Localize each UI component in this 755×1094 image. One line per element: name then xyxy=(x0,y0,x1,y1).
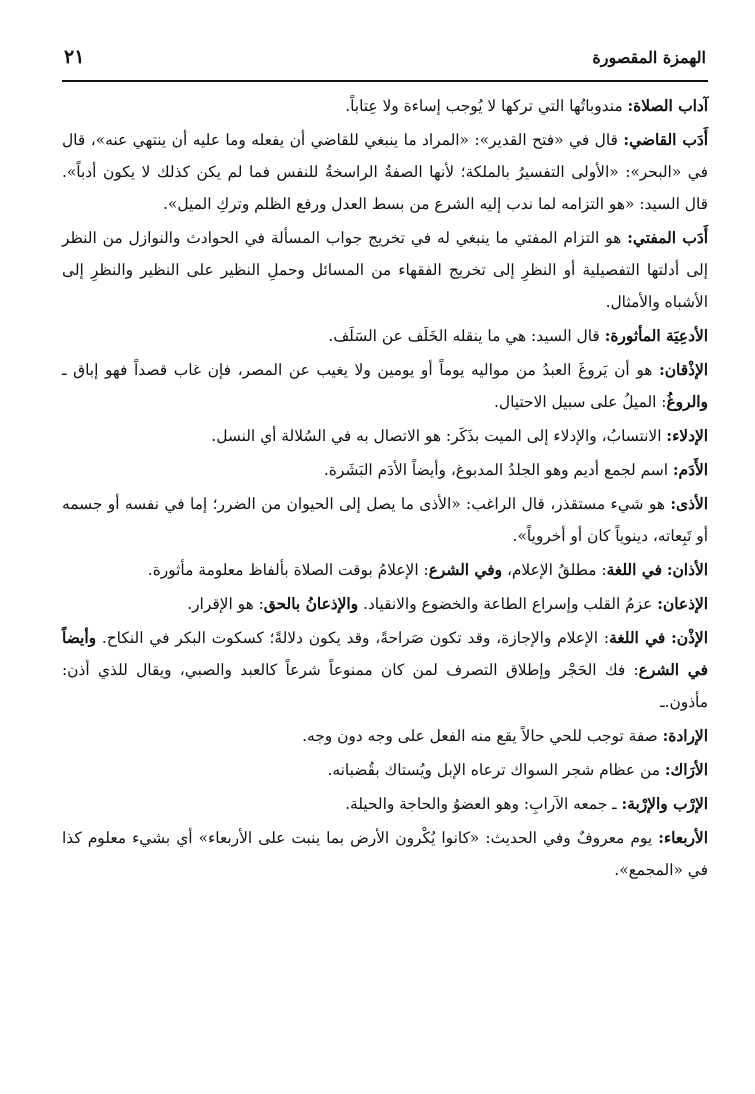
entry-term: الإذعان: xyxy=(657,595,708,613)
entry-definition: ـ جمعه الآرابِ: وهو العضوُ والحاجة والحيلة. xyxy=(345,795,622,813)
entry-term: الأرَاك: xyxy=(664,761,708,779)
glossary-entry xyxy=(62,588,708,620)
entry-term: الأربعاء: xyxy=(658,829,708,847)
entry-definition: : مطلقُ الإعلام، xyxy=(502,561,607,579)
page-number: ٢١ xyxy=(64,46,85,68)
glossary-entry xyxy=(62,788,708,820)
entry-term: الأَدَم: xyxy=(672,461,708,479)
entry-subterm: وأيضاً في الشرع xyxy=(62,629,708,679)
entry-definition: من عظام شجر السواك ترعاه الإبل ويُستاك بقُضبانه. xyxy=(327,761,665,779)
glossary-entry xyxy=(62,754,708,786)
entry-subterm: والروغُ xyxy=(666,393,708,411)
glossary-entries xyxy=(62,90,708,886)
glossary-entry xyxy=(62,320,708,352)
entry-definition: اسم لجمع أديم وهو الجلدُ المدبوغ، وأيضاً الأدَم البَشَرة. xyxy=(323,461,673,479)
entry-definition: قال في «فتح القدير»: «المراد ما ينبغي للقاضي أن يفعله وما عليه أن ينتهي عنه»، قال في «البحر»: «الأولى التفسيرُ بالملكة؛ لأنها الصفةُ الراسخةُ للنفس فما لم يكن كذلك لا يكون أدباً». قال السيد: «هو التزامه لما ندب إليه الشرع من بسط العدل ورفع الظلم وتركِ الميل». xyxy=(62,131,708,213)
entry-definition: : الإعلام والإجازة، وقد تكون صَراحةً، وقد يكون دلالةً؛ كسكوت البكر في النكاح. xyxy=(96,629,610,647)
entry-term: الإرادة: xyxy=(662,727,708,745)
entry-subterm: في اللغة xyxy=(609,629,666,647)
entry-definition: هو أن يَروغَ العبدُ من مواليه يوماً أو يومين ولا يغيب عن المصر، فإن غاب قصداً فهو إباق ـ xyxy=(62,361,660,379)
entry-definition: : فك الحَجْر وإطلاق التصرف لمن كان ممنوعاً شرعاً كالعبد والصبي، ويقال للذي أذن: مأذون.ـ xyxy=(62,661,708,711)
entry-term: الإذْقان: xyxy=(659,361,708,379)
running-title: الهمزة المقصورة xyxy=(592,48,706,67)
page-header xyxy=(62,46,708,82)
entry-term: الأذى: xyxy=(670,495,708,513)
entry-term: الأدعِيَة المأثورة: xyxy=(604,327,708,345)
entry-definition: يوم معروفٌ وفي الحديث: «كانوا يُكْرون الأرض بما ينبت على الأربعاء» أي بشيء معلوم كذا في «المجمع». xyxy=(62,829,708,879)
entry-term: أَدَب المفتي: xyxy=(627,229,708,247)
entry-term: الإدلاء: xyxy=(666,427,708,445)
glossary-entry xyxy=(62,124,708,220)
glossary-entry xyxy=(62,90,708,122)
entry-definition: عزمُ القلب وإسراع الطاعة والخضوع والانقياد. xyxy=(358,595,658,613)
glossary-entry xyxy=(62,488,708,552)
entry-term: أَدَب القاضي: xyxy=(623,131,708,149)
glossary-entry xyxy=(62,622,708,718)
glossary-entry xyxy=(62,354,708,418)
glossary-entry xyxy=(62,822,708,886)
entry-definition: الانتسابُ، والإدلاء إلى الميت بذَكَر: هو الاتصال به في السُلالة أي النسل. xyxy=(211,427,667,445)
entry-definition: : هو الإقرار. xyxy=(187,595,264,613)
glossary-entry xyxy=(62,720,708,752)
entry-definition: هو شيء مستقذر، قال الراغب: «الأذى ما يصل إلى الحيوان من الضرر؛ إما في نفسه أو جسمه أو تَبِعاته، دينوياً كان أو أخروياً». xyxy=(62,495,708,545)
entry-term: الإذْن: xyxy=(671,629,708,647)
entry-subterm: في اللغة xyxy=(606,561,662,579)
glossary-entry xyxy=(62,222,708,318)
entry-definition: صفة توجب للحي حالاً يقع منه الفعل على وجه دون وجه. xyxy=(302,727,663,745)
entry-term: آداب الصلاة: xyxy=(627,97,708,115)
glossary-entry xyxy=(62,554,708,586)
document-page xyxy=(62,46,708,1056)
entry-subterm: والإذعانُ بالحق xyxy=(263,595,359,613)
glossary-entry xyxy=(62,454,708,486)
glossary-entry xyxy=(62,420,708,452)
entry-term: الإرْب والإرْبة: xyxy=(621,795,708,813)
entry-definition: هو التزام المفتي ما ينبغي له في تخريج جواب المسألة في الحوادث والنوازل من النظر إلى أدلتها التفصيلية أو النظرِ إلى تخريج الفقهاء من المسائل وحملِ النظير على النظير والنظرِ إلى الأشباه والأمثال. xyxy=(62,229,708,311)
entry-definition: : الإعلامُ بوقت الصلاة بألفاظ معلومة مأثورة. xyxy=(147,561,429,579)
entry-definition: : الميلُ على سبيل الاحتيال. xyxy=(494,393,667,411)
entry-subterm: وفي الشرع xyxy=(428,561,503,579)
entry-definition: قال السيد: هي ما ينقله الخَلَف عن السَلَف. xyxy=(328,327,605,345)
entry-definition: مندوباتُها التي تركها لا يُوجب إساءة ولا عِتاباً. xyxy=(345,97,628,115)
entry-term: الأذان: xyxy=(666,561,708,579)
